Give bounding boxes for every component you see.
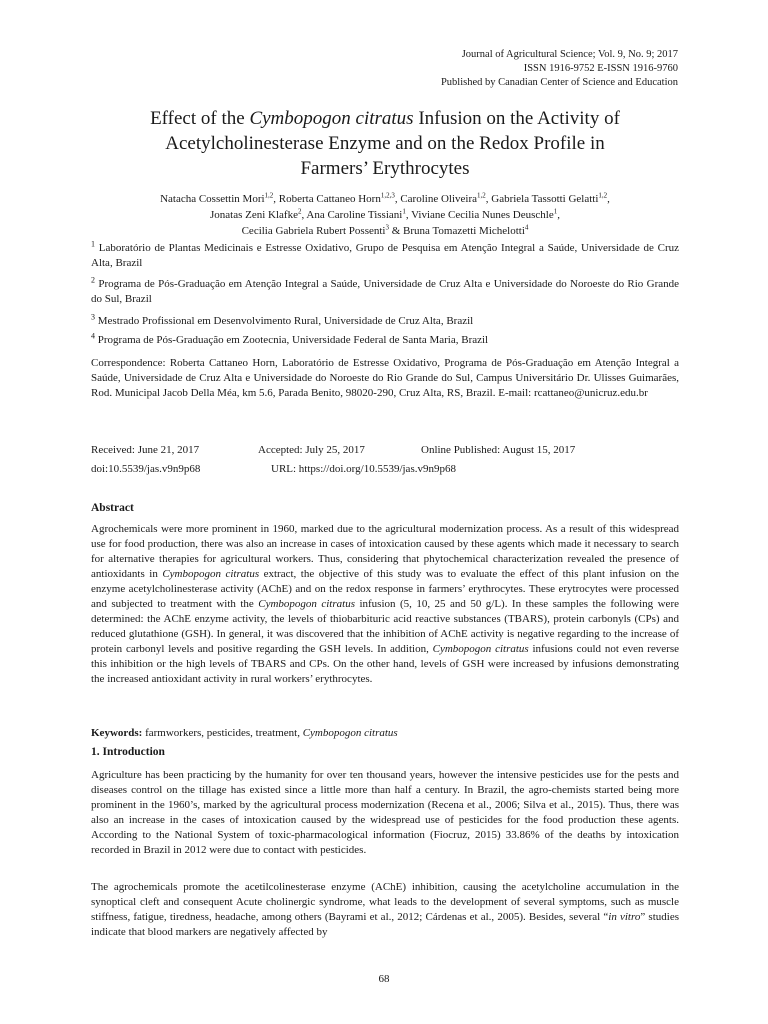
paper-title	[90, 106, 680, 181]
title-line-2: Acetylcholinesterase Enzyme and on the Redox Profile in	[165, 133, 605, 154]
affiliation-3	[91, 314, 679, 329]
published-date: Online Published: August 15, 2017	[421, 444, 576, 456]
author-affiliation-number: 1	[553, 207, 558, 216]
author-line-1: Natacha Cossettin Mori$^{1,2}$, Roberta Cattaneo Horn$^{1,2,3}$, Caroline Oliveira$^{1,2}$, Gabriela Tassotti Gelatti$^{1,2}$,	[160, 191, 610, 205]
author-name: Roberta Cattaneo Horn	[278, 193, 381, 205]
author-affiliation-number: 1	[402, 207, 406, 216]
journal-citation: Journal of Agricultural Science; Vol. 9, No. 9; 2017	[461, 49, 678, 60]
affiliation-number: 1	[91, 239, 95, 249]
affiliation-text: Programa de Pós-Graduação em Zootecnia, Universidade Federal de Santa Maria, Brazil	[97, 334, 489, 346]
affiliation-4	[91, 333, 679, 348]
author-name: Bruna Tomazetti Michelotti	[403, 225, 525, 237]
keywords-species: Cymbopogon citratus	[302, 727, 398, 739]
doi: doi:10.5539/jas.v9n9p68	[91, 463, 201, 475]
journal-header	[318, 48, 678, 90]
abstract-text: extract, the objective of this study was to evaluate the effect of this plant infusion on the enzyme acetylcholinesterase activity (AChE) and on the redox response in farmers’ erythrocytes. These erytrocytes were processed and subjected to treatment with the	[91, 568, 679, 610]
intro-text: Agriculture has been practicing by the humanity for over ten thousand years, however the intensive pesticides use for the pests and diseases control on the tillage has existed since a little more than half a century. In Brazil, the agro-chemists started being more prominent in the 1960’s, marked by the agricultural process modernization (Recena et al., 2006; Silva et al., 2015). Thus, there was also an increase in the cases of intoxication caused by the widespread use of pesticides for the food production these agents. According to the National System of toxic-pharmacological information (Fiocruz, 2015) 33.86% of the deaths by intoxication recorded in Brazil in 2012 were due to contact with pesticides.	[91, 769, 679, 856]
author-name: Viviane Cecilia Nunes Deuschle	[411, 209, 554, 221]
author-name: Gabriela Tassotti Gelatti	[491, 193, 599, 205]
author-line-2: Jonatas Zeni Klafke$^2$, Ana Caroline Tissiani$^1$, Viviane Cecilia Nunes Deuschle$^1$,	[210, 207, 560, 221]
intro-paragraph-2	[91, 880, 679, 940]
section-heading-introduction: 1. Introduction	[91, 746, 165, 758]
affiliation-2	[91, 277, 679, 307]
author-name: Natacha Cossettin Mori	[160, 193, 265, 205]
author-affiliation-number: 2	[297, 207, 302, 216]
author-name: Ana Caroline Tissiani	[306, 209, 403, 221]
author-affiliation-number: 1,2,3	[380, 191, 395, 200]
author-affiliation-number: 1,2	[598, 191, 608, 200]
author-name: Jonatas Zeni Klafke	[210, 209, 298, 221]
abstract-text: infusions could not even reverse this inhibition or the high levels of TBARS and CPs. On the other hand, levels of GSH were increased by infusions demonstrating the increased antioxidant activity in rural workers’ erythrocytes.	[91, 643, 679, 685]
abstract-text: Agrochemicals were more prominent in 1960, marked due to the agricultural modernization process. As a result of this widespread use for food production, there was also an increase in cases of intoxication caused by these agents which made it necessary to search for alternative therapies for agricultural workers. Thus, considering that phytochemical characterization revealed the presence of antioxidants in	[91, 523, 679, 580]
title-text: Effect of the	[150, 108, 250, 129]
keywords	[91, 726, 679, 741]
abstract-heading: Abstract	[91, 502, 134, 514]
author-name: Cecilia Gabriela Rubert Possenti	[241, 225, 386, 237]
article-url[interactable]: URL: https://doi.org/10.5539/jas.v9n9p68	[271, 463, 456, 475]
species-name: Cymbopogon citratus	[258, 598, 355, 610]
author-list	[90, 191, 680, 239]
accepted-date: Accepted: July 25, 2017	[258, 444, 365, 456]
abstract-text: infusion (5, 10, 25 and 50 g/L). In these samples the following were determined: the AChE enzyme activity, the levels of thiobarbituric acid reactive substances (TBARS), protein carbonyls (CPs) and reduced glutathione (GSH). In general, it was discovered that the inhibition of AChE activity is negative regarding to the increase of protein carbonyl levels and positive regarding the GSH levels. In addition,	[91, 598, 679, 655]
intro-italic: in vitro	[608, 911, 641, 923]
affiliation-text: Laboratório de Plantas Medicinais e Estresse Oxidativo, Grupo de Pesquisa em Atenção Integral a Saúde, Universidade de Cruz Alta, Brazil	[91, 242, 679, 269]
affiliation-1	[91, 241, 679, 271]
correspondence-text: Correspondence: Roberta Cattaneo Horn, Laboratório de Estresse Oxidativo, Programa de Pós-Graduação em Atenção Integral a Saúde, Universidade de Cruz Alta e Universidade do Noroeste do Rio Grande do Sul, Campus Universitário Dr. Ulisses Guimarães, Rod. Municipal Jacob Della Méa, km 5.6, Parada Benito, 98020-290, Cruz Alta, RS, Brazil. E-mail: rcattaneo@unicruz.edu.br	[91, 357, 679, 399]
intro-paragraph-1	[91, 768, 679, 858]
keywords-text: farmworkers, pesticides, treatment,	[142, 727, 303, 739]
affiliation-text: Programa de Pós-Graduação em Atenção Integral a Saúde, Universidade de Cruz Alta e Universidade do Noroeste do Rio Grande do Sul, Brazil	[91, 278, 679, 305]
article-dates	[91, 443, 679, 477]
author-affiliation-number: 1,2	[477, 191, 486, 200]
affiliation-number: 3	[91, 312, 95, 322]
keywords-label: Keywords:	[91, 727, 143, 739]
species-name: Cymbopogon citratus	[432, 643, 529, 655]
author-affiliation-number: 1,2	[264, 191, 274, 200]
abstract-body	[91, 522, 679, 687]
intro-text: The agrochemicals promote the acetilcolinesterase enzyme (AChE) inhibition, causing the acetylcholine accumulation in the synoptical cleft and consequent Acute cholinergic syndrome, what leads to the development of several symptoms, such as muscle stiffness, fatigue, tiredness, headache, among others (Bayrami et al., 2012; Cárdenas et al., 2005). Besides, several “	[91, 881, 679, 923]
received-date: Received: June 21, 2017	[91, 444, 200, 456]
title-line-3: Farmers’ Erythrocytes	[300, 158, 470, 179]
journal-publisher: Published by Canadian Center of Science and Education	[440, 77, 678, 88]
affiliation-number: 2	[91, 275, 95, 285]
title-species: Cymbopogon citratus	[249, 108, 414, 129]
affiliation-text: Mestrado Profissional em Desenvolvimento Rural, Universidade de Cruz Alta, Brazil	[97, 315, 474, 327]
page-number: 68	[378, 973, 390, 985]
journal-issn: ISSN 1916-9752 E-ISSN 1916-9760	[523, 63, 678, 74]
correspondence	[91, 356, 679, 401]
title-text: Infusion on the Activity of	[413, 108, 620, 129]
affiliation-number: 4	[91, 331, 95, 341]
intro-text: ” studies indicate that blood markers are negatively affected by	[91, 911, 679, 938]
author-name: Caroline Oliveira	[400, 193, 477, 205]
author-line-3: Cecilia Gabriela Rubert Possenti$^3$ & Bruna Tomazetti Michelotti$^4$	[241, 223, 529, 237]
author-affiliation-number: 3	[385, 223, 389, 232]
species-name: Cymbopogon citratus	[162, 568, 260, 580]
author-affiliation-number: 4	[524, 223, 529, 232]
